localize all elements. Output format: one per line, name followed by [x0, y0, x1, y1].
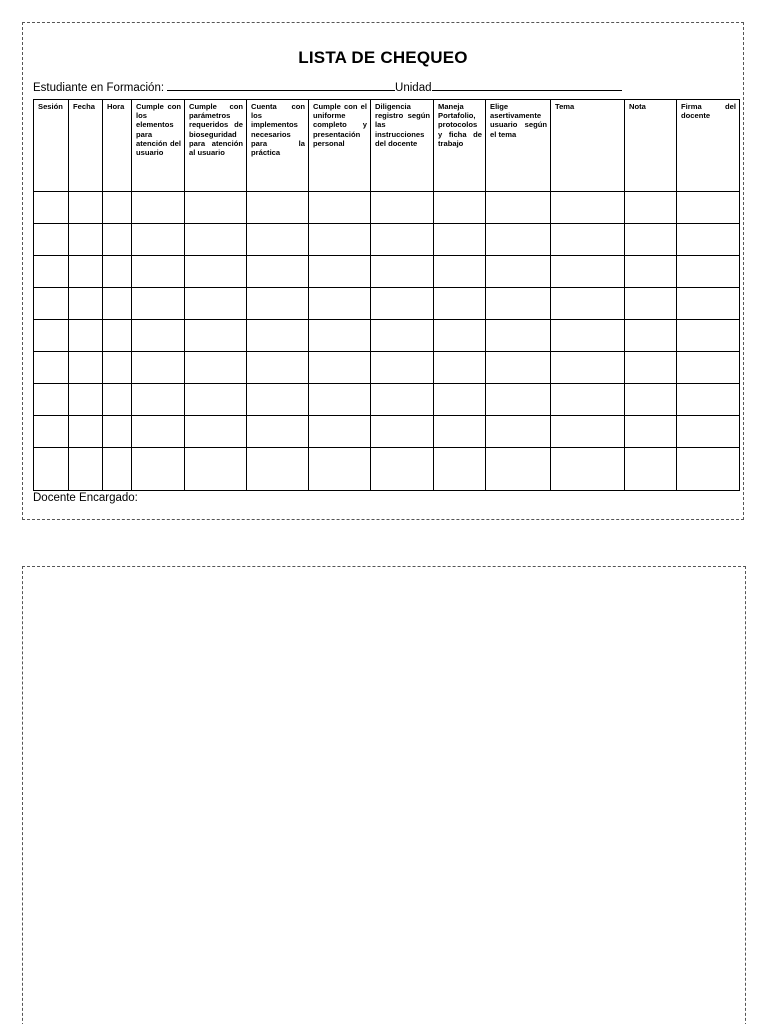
- table-cell[interactable]: [34, 224, 69, 256]
- table-cell[interactable]: [371, 384, 434, 416]
- table-cell[interactable]: [132, 448, 185, 491]
- table-cell[interactable]: [486, 448, 551, 491]
- table-cell[interactable]: [247, 320, 309, 352]
- table-cell[interactable]: [434, 448, 486, 491]
- table-row: [34, 352, 740, 384]
- table-cell[interactable]: [103, 288, 132, 320]
- table-cell[interactable]: [371, 192, 434, 224]
- table-cell[interactable]: [309, 288, 371, 320]
- student-name-blank[interactable]: [167, 79, 395, 91]
- table-row: [34, 224, 740, 256]
- table-cell[interactable]: [132, 256, 185, 288]
- table-cell[interactable]: [625, 352, 677, 384]
- table-header-row: [34, 100, 740, 192]
- table-cell[interactable]: [625, 288, 677, 320]
- column-header-registro: Diligencia registro según las instrucciones del docente: [371, 100, 434, 192]
- table-cell[interactable]: [371, 224, 434, 256]
- table-cell[interactable]: [185, 416, 247, 448]
- teacher-in-charge-label: Docente Encargado:: [33, 492, 138, 504]
- table-cell[interactable]: [371, 416, 434, 448]
- table-cell[interactable]: [132, 288, 185, 320]
- table-cell[interactable]: [371, 256, 434, 288]
- column-header-elementos: Cumple con los elementos para atención del usuario: [132, 100, 185, 192]
- table-cell[interactable]: [486, 192, 551, 224]
- table-cell[interactable]: [551, 352, 625, 384]
- table-cell[interactable]: [309, 448, 371, 491]
- table-cell[interactable]: [309, 384, 371, 416]
- column-header-bioseguridad: Cumple con parámetros requeridos de bioseguridad para atención al usuario: [185, 100, 247, 192]
- column-header-tema: Tema: [551, 100, 625, 192]
- table-cell[interactable]: [34, 192, 69, 224]
- table-cell[interactable]: [103, 192, 132, 224]
- table-cell[interactable]: [309, 192, 371, 224]
- table-cell[interactable]: [247, 448, 309, 491]
- table-row: [34, 448, 740, 491]
- table-cell[interactable]: [486, 256, 551, 288]
- student-unit-line: [33, 79, 622, 94]
- column-header-sesion: Sesión: [34, 100, 69, 192]
- table-cell[interactable]: [185, 224, 247, 256]
- table-cell[interactable]: [69, 448, 103, 491]
- table-row: [34, 384, 740, 416]
- column-header-hora: Hora: [103, 100, 132, 192]
- table-cell[interactable]: [677, 352, 740, 384]
- table-cell[interactable]: [34, 384, 69, 416]
- table-cell[interactable]: [103, 416, 132, 448]
- table-cell[interactable]: [677, 320, 740, 352]
- table-cell[interactable]: [185, 192, 247, 224]
- table-cell[interactable]: [551, 288, 625, 320]
- student-label: Estudiante en Formación:: [33, 82, 165, 94]
- table-cell[interactable]: [103, 448, 132, 491]
- table-cell[interactable]: [185, 384, 247, 416]
- table-cell[interactable]: [371, 288, 434, 320]
- table-cell[interactable]: [434, 192, 486, 224]
- table-cell[interactable]: [34, 288, 69, 320]
- table-cell[interactable]: [247, 288, 309, 320]
- table-cell[interactable]: [309, 320, 371, 352]
- column-header-usuario: Elige asertivamente usuario según el tema: [486, 100, 551, 192]
- column-header-firma: Firma del docente: [677, 100, 740, 192]
- table-cell[interactable]: [132, 192, 185, 224]
- table-cell[interactable]: [625, 416, 677, 448]
- table-body: [34, 192, 740, 491]
- column-header-nota: Nota: [625, 100, 677, 192]
- table-cell[interactable]: [677, 192, 740, 224]
- table-cell[interactable]: [625, 384, 677, 416]
- table-cell[interactable]: [625, 256, 677, 288]
- table-cell[interactable]: [551, 320, 625, 352]
- table-cell[interactable]: [34, 416, 69, 448]
- table-cell[interactable]: [132, 320, 185, 352]
- table-row: [34, 192, 740, 224]
- table-row: [34, 256, 740, 288]
- table-cell[interactable]: [69, 192, 103, 224]
- table-cell[interactable]: [247, 192, 309, 224]
- table-cell[interactable]: [486, 384, 551, 416]
- table-cell[interactable]: [69, 352, 103, 384]
- table-cell[interactable]: [486, 416, 551, 448]
- table-cell[interactable]: [247, 416, 309, 448]
- table-cell[interactable]: [69, 224, 103, 256]
- table-cell[interactable]: [371, 320, 434, 352]
- column-header-implementos: Cuenta con los implementos necesarios para la práctica: [247, 100, 309, 192]
- table-cell[interactable]: [185, 448, 247, 491]
- table-cell[interactable]: [434, 384, 486, 416]
- table-row: [34, 288, 740, 320]
- table-cell[interactable]: [434, 320, 486, 352]
- table-cell[interactable]: [34, 256, 69, 288]
- table-cell[interactable]: [247, 384, 309, 416]
- table-cell[interactable]: [434, 256, 486, 288]
- table-cell[interactable]: [486, 224, 551, 256]
- table-cell[interactable]: [371, 448, 434, 491]
- table-cell[interactable]: [103, 384, 132, 416]
- unit-label: Unidad: [395, 82, 432, 94]
- checklist-sheet: [22, 22, 744, 520]
- table-row: [34, 416, 740, 448]
- table-cell[interactable]: [247, 352, 309, 384]
- checklist-table: [33, 99, 740, 491]
- table-cell[interactable]: [185, 320, 247, 352]
- table-cell[interactable]: [247, 224, 309, 256]
- table-cell[interactable]: [309, 256, 371, 288]
- table-cell[interactable]: [677, 256, 740, 288]
- table-cell[interactable]: [185, 352, 247, 384]
- table-cell[interactable]: [185, 256, 247, 288]
- table-cell[interactable]: [486, 320, 551, 352]
- table-cell[interactable]: [69, 256, 103, 288]
- table-cell[interactable]: [625, 320, 677, 352]
- table-cell[interactable]: [309, 416, 371, 448]
- table-cell[interactable]: [247, 256, 309, 288]
- table-cell[interactable]: [486, 288, 551, 320]
- table-cell[interactable]: [677, 288, 740, 320]
- table-cell[interactable]: [551, 416, 625, 448]
- table-cell[interactable]: [677, 384, 740, 416]
- table-cell[interactable]: [69, 320, 103, 352]
- table-cell[interactable]: [34, 352, 69, 384]
- table-cell[interactable]: [434, 416, 486, 448]
- unit-blank[interactable]: [432, 79, 622, 91]
- column-header-fecha: Fecha: [69, 100, 103, 192]
- table-cell[interactable]: [69, 416, 103, 448]
- table-cell[interactable]: [103, 352, 132, 384]
- table-cell[interactable]: [103, 256, 132, 288]
- table-cell[interactable]: [309, 224, 371, 256]
- table-cell[interactable]: [625, 448, 677, 491]
- table-cell[interactable]: [551, 192, 625, 224]
- table-cell[interactable]: [625, 192, 677, 224]
- table-cell[interactable]: [132, 384, 185, 416]
- table-cell[interactable]: [103, 320, 132, 352]
- table-cell[interactable]: [434, 352, 486, 384]
- table-cell[interactable]: [69, 384, 103, 416]
- column-header-portafolio: Maneja Portafolio, protocolos y ficha de trabajo: [434, 100, 486, 192]
- table-cell[interactable]: [371, 352, 434, 384]
- table-cell[interactable]: [486, 352, 551, 384]
- table-cell[interactable]: [551, 256, 625, 288]
- table-cell[interactable]: [69, 288, 103, 320]
- document-title: LISTA DE CHEQUEO: [298, 48, 468, 67]
- table-cell[interactable]: [434, 224, 486, 256]
- table-cell[interactable]: [677, 448, 740, 491]
- table-cell[interactable]: [677, 416, 740, 448]
- table-cell[interactable]: [551, 448, 625, 491]
- table-cell[interactable]: [551, 224, 625, 256]
- table-cell[interactable]: [132, 352, 185, 384]
- table-cell[interactable]: [132, 416, 185, 448]
- table-cell[interactable]: [551, 384, 625, 416]
- table-cell[interactable]: [34, 448, 69, 491]
- table-cell[interactable]: [625, 224, 677, 256]
- table-cell[interactable]: [103, 224, 132, 256]
- blank-sheet: [22, 566, 746, 1024]
- table-cell[interactable]: [132, 224, 185, 256]
- table-cell[interactable]: [309, 352, 371, 384]
- table-cell[interactable]: [34, 320, 69, 352]
- table-cell[interactable]: [185, 288, 247, 320]
- table-row: [34, 320, 740, 352]
- table-cell[interactable]: [434, 288, 486, 320]
- column-header-uniforme: Cumple con el uniforme completo y presentación personal: [309, 100, 371, 192]
- table-cell[interactable]: [677, 224, 740, 256]
